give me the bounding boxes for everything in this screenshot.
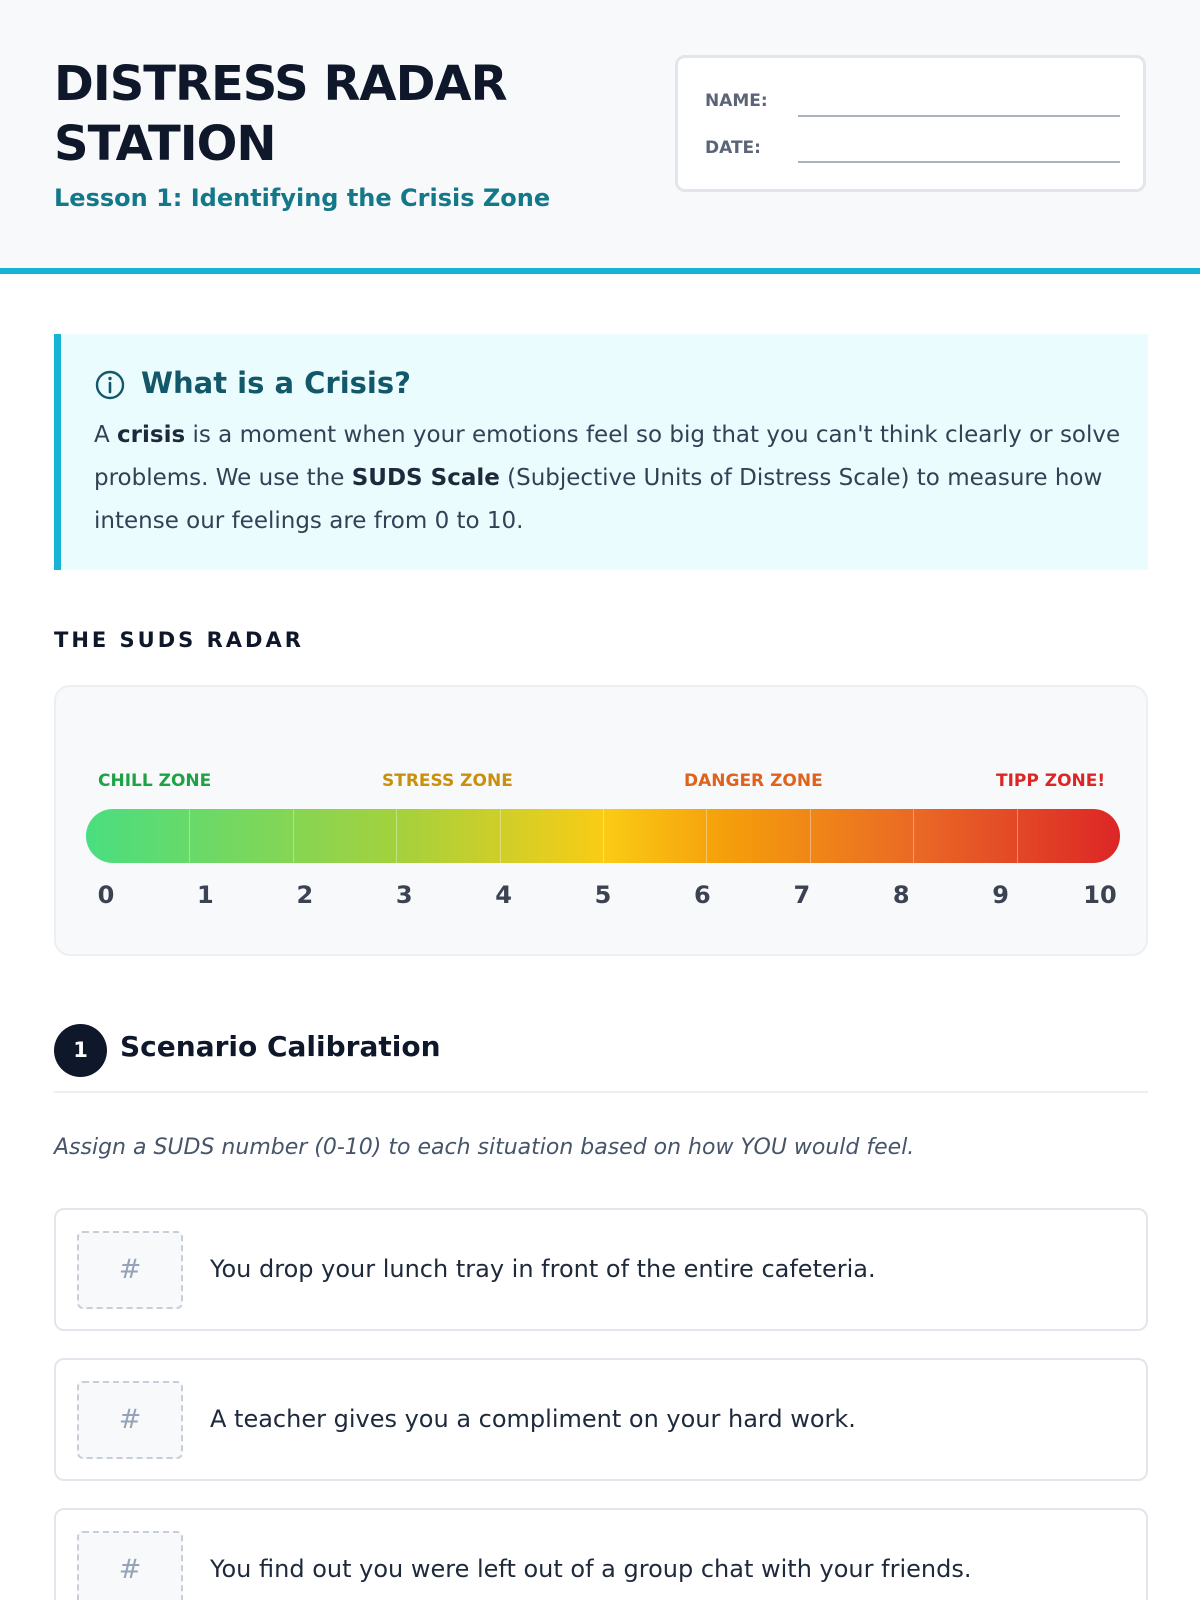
- date-label: DATE:: [705, 138, 761, 158]
- name-label: NAME:: [705, 91, 768, 111]
- suds-gradient-bar: [86, 809, 1120, 863]
- page-header: [0, 0, 1200, 274]
- scale-number-2: 2: [296, 881, 314, 909]
- scenario-card: [54, 1208, 1148, 1331]
- page-title: DISTRESS RADAR STATION: [54, 56, 507, 172]
- scale-tick: [810, 809, 811, 863]
- suds-answer-box[interactable]: #: [77, 1231, 183, 1309]
- suds-radar-heading: THE SUDS RADAR: [54, 628, 304, 652]
- scale-number-7: 7: [793, 881, 811, 909]
- scale-tick: [913, 809, 914, 863]
- scale-number-10: 10: [1083, 881, 1117, 909]
- scenario-text: You find out you were left out of a group chat with your friends.: [210, 1555, 972, 1583]
- scale-tick: [603, 809, 604, 863]
- scenario-text: A teacher gives you a compliment on your hard work.: [210, 1405, 856, 1433]
- step-number-badge: 1: [54, 1024, 107, 1077]
- zone-label-tipp: TIPP ZONE!: [996, 771, 1106, 791]
- scale-number-3: 3: [395, 881, 413, 909]
- scenario-card: [54, 1358, 1148, 1481]
- student-id-box: [675, 55, 1146, 192]
- suds-answer-box[interactable]: #: [77, 1531, 183, 1600]
- scale-number-9: 9: [992, 881, 1009, 909]
- scale-number-8: 8: [892, 881, 910, 909]
- step-instructions: Assign a SUDS number (0-10) to each situation based on how YOU would feel.: [54, 1135, 915, 1160]
- scale-tick: [293, 809, 294, 863]
- date-field[interactable]: [798, 161, 1120, 163]
- info-text: A crisis is a moment when your emotions feel so big that you can't think clearly or solve problems. We use the SUDS Scale (Subjective Units of Distress Scale) to measure how intense our feelings are from 0 to 10.: [94, 422, 1121, 534]
- scenario-card: [54, 1508, 1148, 1600]
- section-divider: [54, 1091, 1148, 1093]
- zone-label-danger: DANGER ZONE: [684, 771, 823, 791]
- scale-number-1: 1: [197, 881, 214, 909]
- scale-tick: [396, 809, 397, 863]
- term-crisis: crisis: [117, 422, 186, 448]
- suds-answer-box[interactable]: #: [77, 1381, 183, 1459]
- term-suds-scale: SUDS Scale: [351, 465, 500, 491]
- scale-number-0: 0: [97, 881, 115, 909]
- step-title: Scenario Calibration: [120, 1030, 441, 1063]
- scenario-text: You drop your lunch tray in front of the entire cafeteria.: [210, 1255, 876, 1283]
- scale-number-4: 4: [495, 881, 512, 909]
- scale-number-6: 6: [694, 881, 711, 909]
- info-title: What is a Crisis?: [141, 366, 411, 400]
- suds-radar-panel: [54, 685, 1148, 956]
- scale-tick: [706, 809, 707, 863]
- lesson-subtitle: Lesson 1: Identifying the Crisis Zone: [54, 184, 551, 212]
- scale-tick: [1017, 809, 1018, 863]
- zone-label-stress: STRESS ZONE: [382, 771, 513, 791]
- scale-tick: [189, 809, 190, 863]
- name-field[interactable]: [798, 115, 1120, 117]
- scale-tick: [500, 809, 501, 863]
- info-circle-icon: [95, 370, 125, 400]
- scale-number-5: 5: [594, 881, 612, 909]
- crisis-info-box: [54, 334, 1148, 570]
- zone-label-chill: CHILL ZONE: [98, 771, 212, 791]
